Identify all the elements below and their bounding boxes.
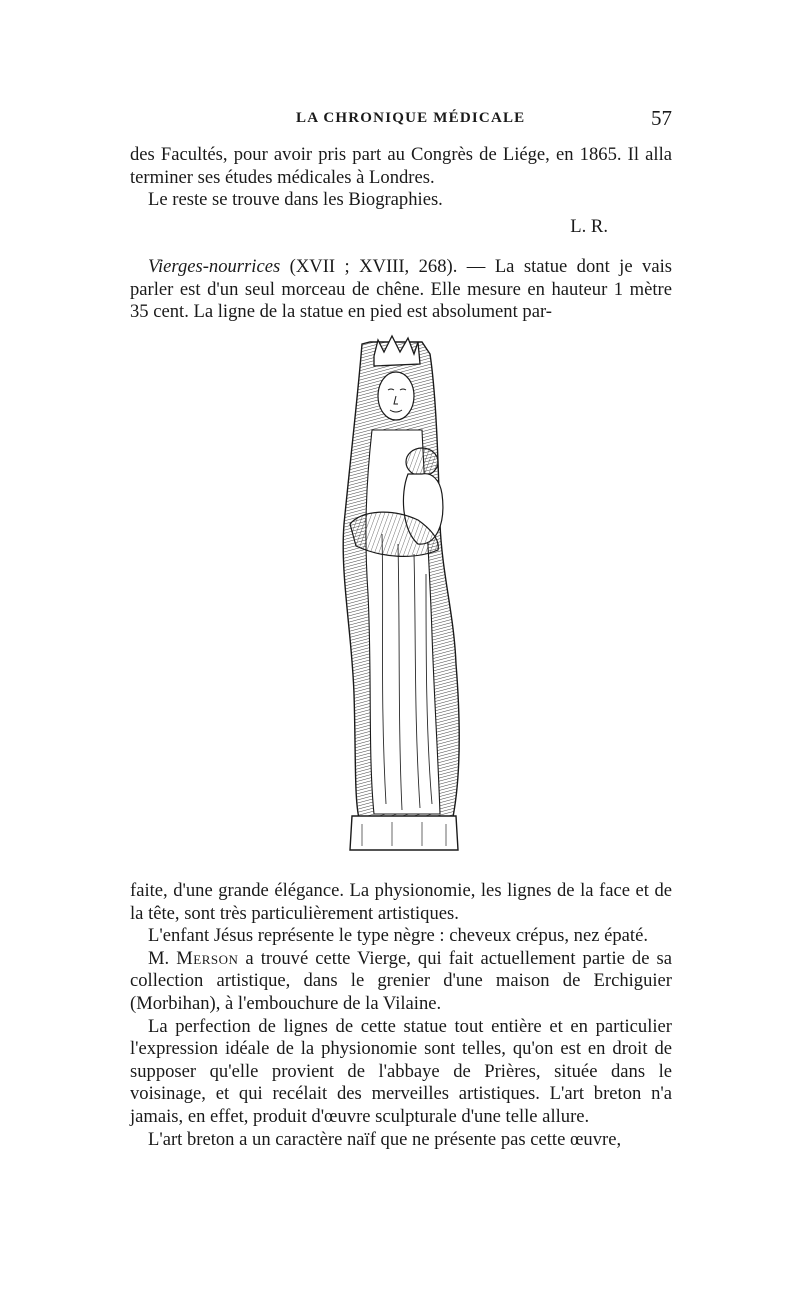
paragraph-elegance: faite, d'une grande élégance. La physionomie, les lignes de la face et de la tête, sont très particulièrement artistiques.: [130, 880, 672, 924]
bottom-text-block: [130, 880, 672, 1151]
page-number: 57: [651, 106, 672, 130]
paragraph-merson: [130, 948, 672, 1016]
statue-illustration: [322, 334, 482, 854]
signature: L. R.: [570, 215, 608, 237]
query-text-block: [130, 256, 672, 324]
merson-text: a trouvé cette Vierge, qui fait actuellement partie de sa collection artistique, dans le grenier d'une maison de Erchiguier (Morbihan), à l'embouchure de la Vilaine.: [130, 947, 672, 1014]
statue-base: [350, 816, 458, 850]
paragraph-enfant-jesus: L'enfant Jésus représente le type nègre : cheveux crépus, nez épaté.: [148, 925, 648, 947]
paragraph-vierges-nourrices: [130, 256, 672, 324]
running-head: [296, 106, 672, 132]
statue-crown: [374, 336, 420, 366]
merson-name: Merson: [176, 947, 239, 969]
child-head: [406, 448, 438, 476]
query-title: Vierges-nourrices: [148, 256, 281, 277]
top-text-block: [130, 144, 672, 238]
merson-prefix: M.: [148, 947, 177, 969]
paragraph-faculties: des Facultés, pour avoir pris part au Congrès de Liége, en 1865. Il alla terminer ses études médicales à Londres.: [130, 144, 672, 188]
running-title: LA CHRONIQUE MÉDICALE: [296, 110, 526, 126]
paragraph-biographies: Le reste se trouve dans les Biographies.: [148, 189, 443, 211]
paragraph-art-breton: L'art breton a un caractère naïf que ne présente pas cette œuvre,: [148, 1128, 622, 1150]
statue-drawing: [322, 334, 482, 854]
paragraph-perfection: La perfection de lignes de cette statue tout entière et en particulier l'expression idéale de la physionomie sont telles, qu'on est en droit de supposer qu'elle provient de l'abbaye de Prières, située dans le voisinage, et qui recélait des merveilles artistiques. L'art breton n'a jamais, en effet, produit d'œuvre sculpturale d'une telle allure.: [130, 1015, 672, 1127]
query-text: (XVII ; XVIII, 268). — La statue dont je vais parler est d'un seul morceau de chêne. Elle mesure en hauteur 1 mètre 35 cent. La ligne de la statue en pied est absolument par-: [130, 256, 672, 323]
